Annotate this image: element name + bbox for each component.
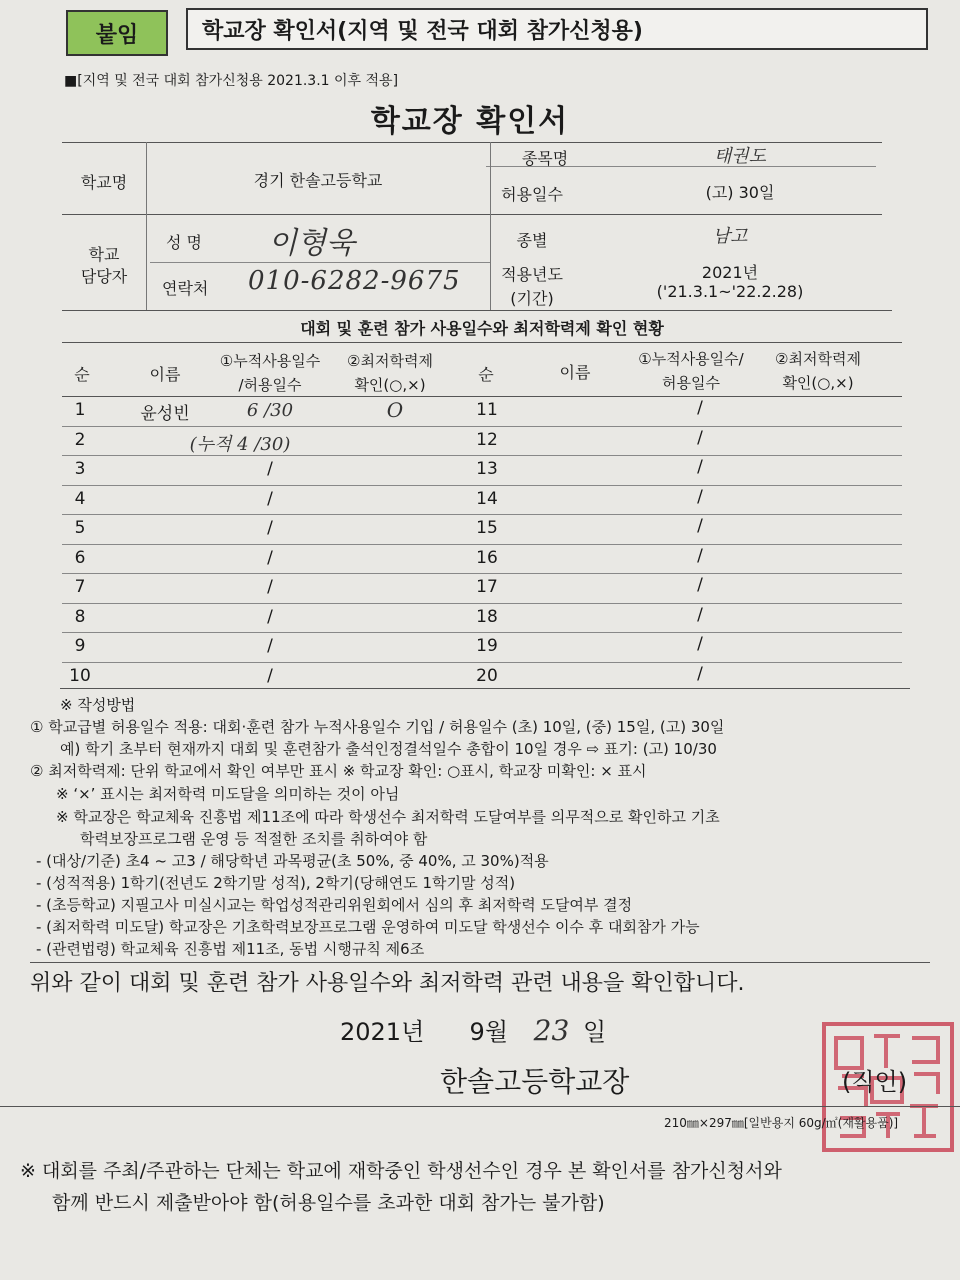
row-days: / <box>697 486 703 507</box>
school-principal-name: 한솔고등학교장 <box>440 1065 630 1098</box>
note-line: - (성적적용) 1학기(전년도 2학기말 성적), 2학기(당해연도 1학기말 성적) <box>36 874 516 892</box>
date-month: 9월 <box>469 1018 509 1046</box>
row-check: O <box>386 398 404 422</box>
note-line: 학력보장프로그램 운영 등 적절한 조치를 취하여야 함 <box>80 830 428 848</box>
rule <box>0 1106 960 1107</box>
row-days: / <box>267 577 273 597</box>
year-label: 적용년도 <box>501 265 563 284</box>
col-header-days: ①누적사용일수 <box>219 352 321 370</box>
sport-label: 종목명 <box>521 149 569 168</box>
row-rule <box>62 632 902 633</box>
row-name: 윤성빈 <box>140 404 190 424</box>
note-line: - (관련법령) 학교체육 진흥법 제11조, 동법 시행규칙 제6조 <box>36 940 425 958</box>
gender-label: 종별 <box>516 231 548 250</box>
paper-spec: 210㎜×297㎜[일반용지 60g/㎡(재활용품)] <box>664 1116 899 1130</box>
row-number: 17 <box>476 577 498 597</box>
row-days: / <box>697 575 703 595</box>
row-days: / <box>697 545 703 566</box>
row-number: 20 <box>476 665 498 686</box>
gender-value: 남고 <box>712 226 748 247</box>
rule <box>60 688 910 689</box>
row-rule <box>62 485 902 486</box>
row-days: / <box>267 518 273 538</box>
note-line: - (초등학교) 지필고사 미실시교는 학업성적관리위원회에서 심의 후 최저학력 도달여부 결정 <box>36 896 633 914</box>
row-rule <box>62 544 902 545</box>
date-year: 2021년 <box>340 1018 425 1046</box>
row-number: 4 <box>74 488 86 509</box>
rule <box>62 396 902 397</box>
allowed-days-label: 허용일수 <box>501 185 563 204</box>
col-header-min: ②최저학력제 <box>775 350 861 368</box>
row-number: 12 <box>476 429 498 450</box>
note-line: ※ 학교장은 학교체육 진흥법 제11조에 따라 학생선수 최저학력 도달여부를 의무적으로 확인하고 기초 <box>56 808 720 826</box>
table-section-title: 대회 및 훈련 참가 사용일수와 최저학력제 확인 현황 <box>300 319 664 338</box>
col-header-min: 확인(○,×) <box>782 374 854 392</box>
col-header-no: 순 <box>74 365 90 384</box>
rule <box>150 262 490 263</box>
notes-heading: ※ 작성방법 <box>60 696 136 714</box>
attachment-badge: 붙임 <box>66 10 168 56</box>
row-number: 8 <box>74 606 86 627</box>
row-days: / <box>267 606 273 627</box>
date <box>340 1012 606 1047</box>
row-rule <box>62 514 902 515</box>
contact-value: 010-6282-9675 <box>248 266 461 296</box>
row-days: / <box>267 459 273 479</box>
seal-label: (직인) <box>842 1068 908 1096</box>
row-rule <box>62 426 902 427</box>
row-number: 13 <box>476 459 498 479</box>
rule <box>62 214 882 215</box>
row-number: 15 <box>476 518 498 538</box>
row-rule <box>62 603 902 604</box>
date-day: 23 <box>533 1014 570 1047</box>
note-line: 예) 학기 초부터 현재까지 대회 및 훈련참가 출석인정결석일수 총합이 10일 경우 ⇨ 표기: (고) 10/30 <box>60 740 717 758</box>
row-number: 3 <box>74 459 86 479</box>
note-line: - (대상/기준) 초4 ~ 고3 / 해당학년 과목평균(초 50%, 중 40%, 고 30%)적용 <box>36 852 549 870</box>
row-number: 19 <box>476 636 498 656</box>
rule <box>62 310 892 311</box>
date-day-unit: 일 <box>582 1018 607 1046</box>
note-line: ※ ‘×’ 표시는 최저학력 미도달을 의미하는 것이 아님 <box>56 785 400 803</box>
allowed-days-value: (고) 30일 <box>705 183 775 202</box>
row-days: / <box>267 636 273 656</box>
staff-label: 담당자 <box>80 267 128 286</box>
staff-label: 학교 <box>88 245 120 264</box>
col-header-days: /허용일수 <box>238 376 302 394</box>
year-value: 2021년 <box>701 263 759 282</box>
scope-note: ■[지역 및 전국 대회 참가신청용 2021.3.1 이후 적용] <box>64 73 399 89</box>
row-number: 6 <box>74 547 86 568</box>
row-number: 16 <box>476 547 498 568</box>
row-days: / <box>697 604 703 625</box>
row-days: / <box>267 488 273 509</box>
col-header-name: 이름 <box>149 365 181 384</box>
row-number: 1 <box>74 400 86 420</box>
name-value: 이형욱 <box>268 226 355 261</box>
col-header-days: 허용일수 <box>662 374 720 392</box>
note-line: - (최저학력 미도달) 학교장은 기초학력보장프로그램 운영하여 미도달 학생선수 이수 후 대회참가 가능 <box>36 918 700 936</box>
footer-note: 함께 반드시 제출받아야 함(허용일수를 초과한 대회 참가는 불가함) <box>52 1192 605 1214</box>
row-number: 18 <box>476 606 498 627</box>
row-days: / <box>697 427 703 448</box>
row-number: 9 <box>74 636 86 656</box>
footer-note: ※ 대회를 주최/주관하는 단체는 학교에 재학중인 학생선수인 경우 본 확인서를 참가신청서와 <box>20 1160 782 1182</box>
period-value: ('21.3.1~'22.2.28) <box>656 282 804 301</box>
row-number: 2 <box>74 429 86 450</box>
name-label: 성 명 <box>166 233 202 252</box>
note-line: ② 최저학력제: 단위 학교에서 확인 여부만 표시 ※ 학교장 확인: ○표시, 학교장 미확인: × 표시 <box>30 762 647 780</box>
year-label: (기간) <box>510 289 554 308</box>
note-line: ① 학교급별 허용일수 적용: 대회·훈련 참가 누적사용일수 기입 / 허용일수 (초) 10일, (중) 15일, (고) 30일 <box>30 718 725 736</box>
row-number: 11 <box>476 400 498 420</box>
row-number: 5 <box>74 518 86 538</box>
contact-label: 연락처 <box>162 279 209 298</box>
col-header-min: 확인(○,×) <box>354 376 426 394</box>
col-header-no: 순 <box>478 365 494 384</box>
col-header-days: ①누적사용일수/ <box>638 350 744 368</box>
row-days: / <box>697 516 703 536</box>
row-rule <box>62 455 902 456</box>
row-rule <box>62 662 902 663</box>
sport-value: 태권도 <box>713 146 767 167</box>
confirm-statement: 위와 같이 대회 및 훈련 참가 사용일수와 최저학력 관련 내용을 확인합니다. <box>30 971 745 996</box>
row-number: 14 <box>476 488 498 509</box>
row-days: (누적 4 /30) <box>189 433 291 455</box>
row-days: / <box>267 547 273 568</box>
row-days: / <box>267 665 273 686</box>
row-days: / <box>697 457 703 477</box>
row-rule <box>62 573 902 574</box>
document-title: 학교장 확인서 <box>370 104 570 139</box>
col-header-min: ②최저학력제 <box>347 352 433 370</box>
row-days: / <box>697 634 703 654</box>
form-title: 학교장 확인서(지역 및 전국 대회 참가신청용) <box>186 8 928 50</box>
school-label: 학교명 <box>80 173 128 192</box>
rule <box>62 342 902 343</box>
col-header-name: 이름 <box>559 363 591 382</box>
row-number: 7 <box>74 577 86 597</box>
row-days: 6 /30 <box>246 400 294 421</box>
row-days: / <box>697 663 703 684</box>
school-value: 경기 한솔고등학교 <box>253 171 383 190</box>
row-number: 10 <box>69 665 91 686</box>
row-days: / <box>697 398 703 418</box>
rule <box>30 962 930 963</box>
